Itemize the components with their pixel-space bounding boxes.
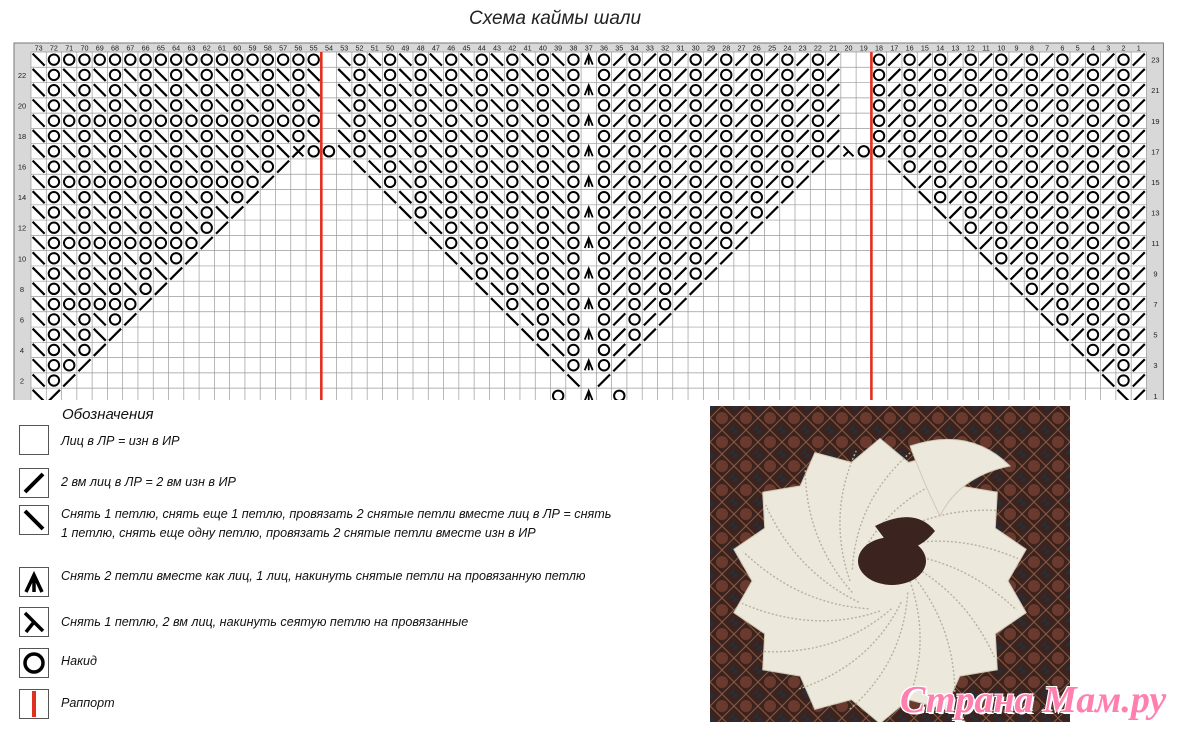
column-label: 41 [523, 43, 532, 53]
chart-grid-bg [31, 52, 1146, 400]
legend-text: Лиц в ЛР = изн в ИР [61, 434, 180, 448]
row-label: 20 [17, 101, 27, 111]
column-label: 33 [645, 43, 654, 53]
column-label: 72 [49, 43, 58, 53]
row-label: 14 [17, 193, 27, 203]
column-label: 64 [172, 43, 181, 53]
column-label: 19 [859, 43, 868, 53]
legend-text: Накид [61, 654, 98, 668]
legend-text: Снять 1 петлю, снять еще 1 петлю, провязать 2 снятые петли вместе лиц в ЛР = снять 1 петлю, снять еще одну петлю, провязать 2 снятые петли вместе изн в ИР [61, 507, 612, 540]
row-label: 9 [1153, 269, 1158, 279]
column-label: 28 [722, 43, 731, 53]
row-label: 11 [1151, 239, 1160, 248]
row-label: 23 [1151, 55, 1160, 65]
column-label: 54 [324, 43, 333, 53]
column-label: 38 [569, 43, 578, 53]
column-label: 12 [966, 43, 975, 53]
column-label: 14 [936, 43, 945, 53]
column-label: 6 [1060, 43, 1065, 53]
column-label: 29 [706, 43, 715, 53]
row-label: 1 [1153, 391, 1158, 400]
column-label: 18 [875, 43, 884, 53]
shawl-photo [710, 406, 1070, 722]
column-label: 25 [768, 43, 777, 53]
column-label: 1 [1136, 43, 1141, 53]
column-label: 50 [386, 43, 395, 53]
column-label: 26 [752, 43, 761, 53]
empty-square-icon [19, 425, 49, 455]
column-label: 32 [661, 43, 670, 53]
column-label: 43 [493, 43, 502, 53]
yarn-over-icon [19, 648, 49, 678]
row-label: 22 [17, 70, 27, 80]
column-label: 63 [187, 43, 196, 53]
column-label: 48 [416, 43, 425, 53]
sk2p-icon [19, 607, 49, 637]
legend-text: Снять 1 петлю, 2 вм лиц, накинуть сеятую петлю на провязанные [61, 615, 469, 629]
legend-item-cdd [19, 567, 621, 597]
column-label: 49 [401, 43, 410, 53]
column-label: 51 [370, 43, 379, 53]
legend-text: Раппорт [61, 696, 115, 710]
column-label: 61 [218, 43, 226, 53]
column-label: 27 [737, 43, 746, 53]
column-label: 15 [920, 43, 929, 53]
column-label: 3 [1106, 43, 1111, 53]
row-label: 19 [1151, 116, 1160, 126]
column-label: 11 [982, 43, 990, 53]
column-label: 57 [279, 43, 288, 53]
column-label: 17 [890, 43, 899, 53]
column-label: 34 [630, 43, 639, 53]
column-label: 31 [676, 43, 685, 53]
column-label: 9 [1014, 43, 1019, 53]
legend-item-yo [19, 648, 621, 678]
legend-text: 2 вм лиц в ЛР = 2 вм изн в ИР [61, 475, 236, 489]
legend-item-repeat [19, 689, 621, 719]
row-label: 3 [1153, 361, 1158, 371]
legend-title: Обозначения [62, 406, 154, 423]
right-slant-icon [19, 468, 49, 498]
column-label: 2 [1121, 43, 1126, 53]
column-label: 30 [691, 43, 700, 53]
column-label: 65 [156, 43, 165, 53]
column-label: 7 [1045, 43, 1050, 53]
row-label: 6 [19, 315, 25, 325]
shawl-image-icon [710, 406, 1070, 722]
column-label: 24 [783, 43, 792, 53]
column-label: 66 [141, 43, 150, 53]
column-label: 40 [538, 43, 547, 53]
legend-item-k2tog [19, 468, 621, 498]
column-label: 58 [263, 43, 272, 53]
column-label: 42 [508, 43, 517, 53]
row-label: 17 [1151, 147, 1160, 157]
column-label: 37 [584, 43, 593, 53]
column-label: 36 [600, 43, 608, 53]
column-label: 53 [340, 43, 349, 53]
column-label: 21 [829, 43, 838, 53]
row-label: 21 [1151, 86, 1160, 96]
column-label: 20 [844, 43, 853, 53]
repeat-line-icon [19, 689, 49, 719]
chart-title: Схема каймы шали [468, 8, 642, 29]
column-label: 46 [447, 43, 456, 53]
column-label: 23 [798, 43, 807, 53]
column-label: 10 [997, 43, 1006, 53]
legend-item-knit [19, 425, 621, 455]
column-label: 62 [202, 43, 211, 53]
legend-item-sk2p [19, 607, 621, 637]
column-label: 35 [615, 43, 624, 53]
column-label: 22 [813, 43, 822, 53]
column-label: 67 [126, 43, 135, 53]
column-label: 16 [905, 43, 914, 53]
left-slant-icon [19, 505, 49, 535]
row-label: 8 [19, 284, 25, 294]
row-label: 4 [19, 345, 25, 355]
row-label: 2 [19, 376, 25, 386]
centered-double-decrease-icon [19, 567, 49, 597]
column-label: 13 [951, 43, 960, 53]
row-label: 15 [1151, 177, 1160, 187]
column-label: 70 [80, 43, 89, 53]
row-label: 7 [1153, 300, 1158, 310]
column-label: 55 [309, 43, 318, 53]
legend-item-ssk [19, 505, 621, 543]
column-label: 52 [355, 43, 364, 53]
column-label: 60 [233, 43, 242, 53]
column-label: 69 [95, 43, 104, 53]
column-label: 39 [554, 43, 563, 53]
column-label: 44 [477, 43, 486, 53]
row-label: 16 [17, 162, 27, 172]
watermark: Страна Мам.ру [900, 679, 1167, 721]
legend-text: Снять 2 петли вместе как лиц, 1 лиц, накинуть снятые петли на провязанную петлю [61, 569, 586, 583]
row-label: 13 [1151, 208, 1160, 218]
column-label: 47 [431, 43, 440, 53]
column-label: 45 [462, 43, 471, 53]
column-label: 73 [34, 43, 43, 53]
column-label: 71 [65, 43, 74, 53]
column-label: 59 [248, 43, 257, 53]
column-label: 4 [1090, 43, 1095, 53]
row-label: 12 [17, 223, 27, 233]
column-label: 56 [294, 43, 303, 53]
row-label: 5 [1153, 330, 1158, 340]
column-label: 68 [111, 43, 120, 53]
column-label: 8 [1029, 43, 1034, 53]
row-label: 10 [17, 254, 27, 264]
column-label: 5 [1075, 43, 1080, 53]
row-label: 18 [17, 132, 27, 142]
